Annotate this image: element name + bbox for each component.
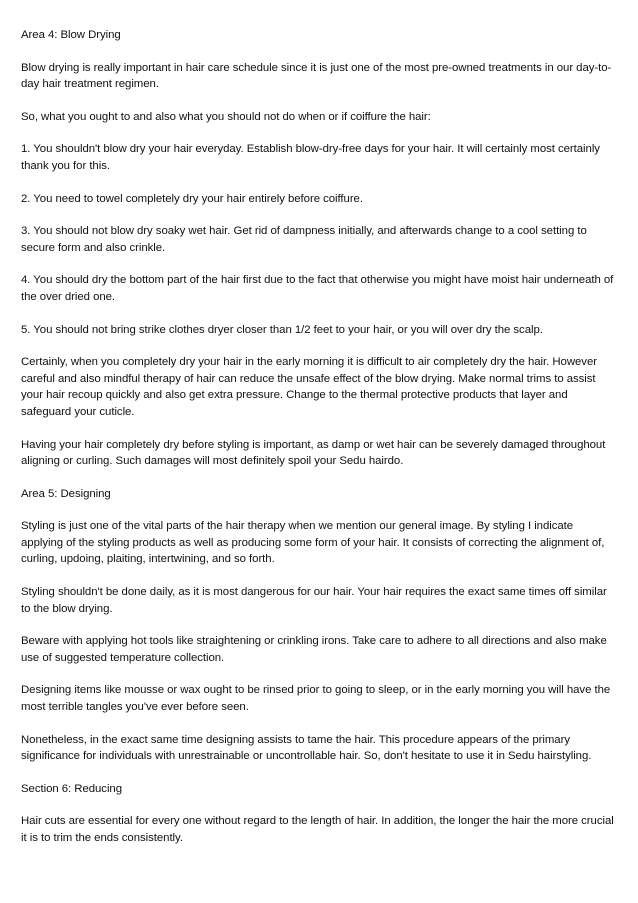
list-item: 1. You shouldn't blow dry your hair everyday. Establish blow-dry-free days for your hair. It will certainly most certainly thank you for this.: [21, 143, 600, 172]
section-heading-reducing: Section 6: Reducing: [21, 782, 122, 795]
paragraph: Blow drying is really important in hair care schedule since it is just one of the most pre-owned treatments in our day-to-day hair treatment regimen.: [21, 61, 612, 91]
list-item: 3. You should not blow dry soaky wet hair. Get rid of dampness initially, and afterwards change to a cool setting to secure form and also crinkle.: [21, 225, 587, 254]
paragraph: Nonetheless, in the exact same time designing assists to tame the hair. This procedure appears of the primary significance for individuals with unrestrainable or uncontrollable hair. So, don't hesitate to use it in Sedu hairstyling.: [21, 733, 592, 763]
list-item: 4. You should dry the bottom part of the hair first due to the fact that otherwise you might have moist hair underneath of the over dried one.: [21, 274, 614, 303]
paragraph: Certainly, when you completely dry your hair in the early morning it is difficult to air completely dry the hair. However careful and also mindful therapy of hair can reduce the unsafe effect of the blow drying. Make normal trims to assist your hair recoup quickly and also get extra pressure. Change to the thermal protective products that layer and safeguard your cuticle.: [21, 356, 597, 418]
paragraph: Styling shouldn't be done daily, as it is most dangerous for our hair. Your hair requires the exact same times off similar to the blow drying.: [21, 586, 607, 615]
paragraph: Styling is just one of the vital parts of the hair therapy when we mention our general image. By styling I indicate applying of the styling products as well as producing some form of your hair. It consists of correcting the alignment of, curling, updoing, plaiting, intertwining, and so forth.: [21, 520, 605, 566]
paragraph: Designing items like mousse or wax ought to be rinsed prior to going to sleep, or in the early morning you will have the most terrible tangles you've ever before seen.: [21, 684, 611, 714]
paragraph: Having your hair completely dry before styling is important, as damp or wet hair can be severely damaged throughout aligning or curling. Such damages will most definitely spoil your Sedu hairdo.: [21, 438, 606, 468]
section-heading-designing: Area 5: Designing: [21, 487, 111, 500]
list-item: 5. You should not bring strike clothes dryer closer than 1/2 feet to your hair, or you will over dry the scalp.: [21, 323, 543, 336]
section-heading-blow-drying: Area 4: Blow Drying: [21, 29, 121, 41]
paragraph: Beware with applying hot tools like straightening or crinkling irons. Take care to adhere to all directions and also make use of suggested temperature collection.: [21, 635, 607, 664]
list-item: 2. You need to towel completely dry your hair entirely before coiffure.: [21, 192, 363, 205]
paragraph: Hair cuts are essential for every one without regard to the length of hair. In addition, the longer the hair the more crucial it is to trim the ends consistently.: [21, 815, 614, 844]
paragraph: So, what you ought to and also what you should not do when or if coiffure the hair:: [21, 110, 431, 123]
